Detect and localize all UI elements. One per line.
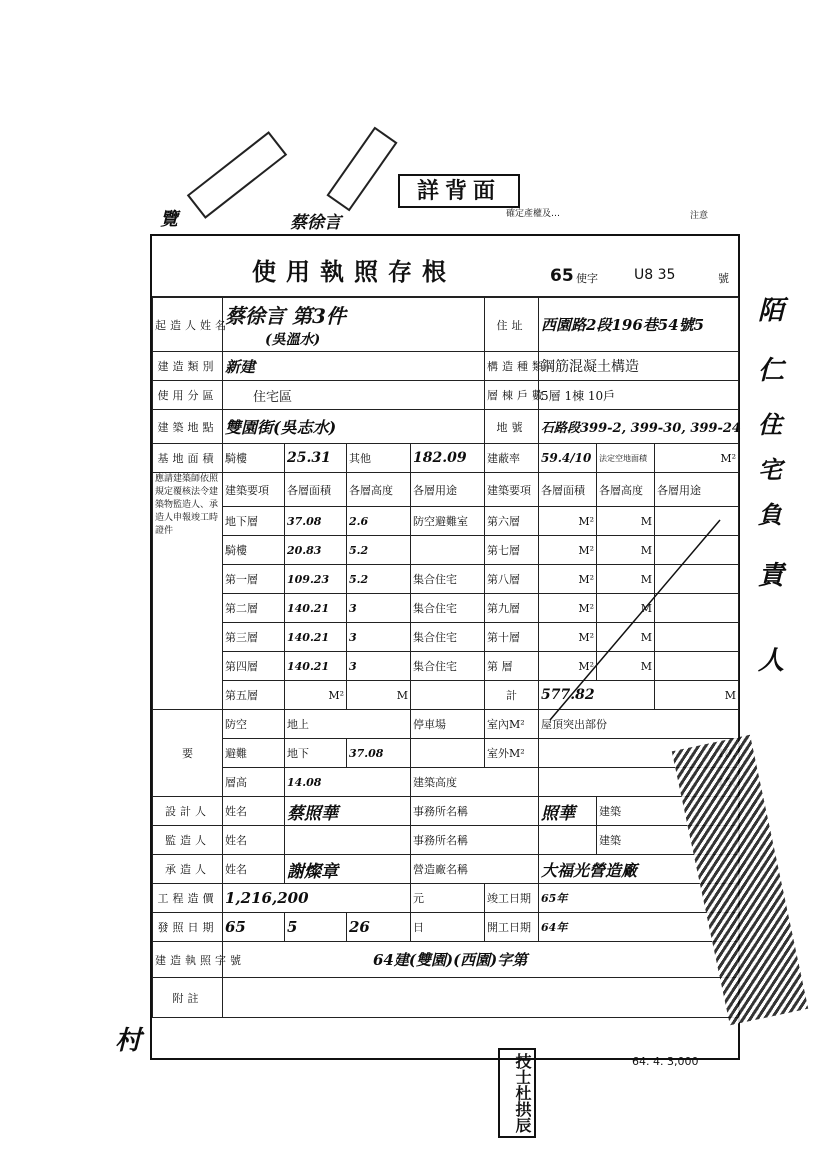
arcade-label: 騎樓 xyxy=(223,444,285,473)
floor-name-right: 第八層 xyxy=(485,565,539,594)
floor-area: 20.83 xyxy=(285,536,347,565)
building-height-label: 建築高度 xyxy=(411,768,539,797)
issue-day-unit: 日 xyxy=(411,913,485,942)
floor-height: 3 xyxy=(347,623,411,652)
units-label: 層棟戶數 xyxy=(485,381,539,410)
issue-month: 5 xyxy=(285,913,347,942)
structure-label: 構造種類 xyxy=(485,352,539,381)
floor-area: 140.21 xyxy=(285,594,347,623)
permit-value: 64建(雙園)(西園)字第 xyxy=(223,942,739,978)
cost-label: 工程造價 xyxy=(153,884,223,913)
applicant-value: 蔡徐言 第3件 xyxy=(225,304,346,328)
supervisor-label: 監造人 xyxy=(153,826,223,855)
left-margin-scribble: 村 xyxy=(115,1026,142,1056)
shelter-above: 地上 xyxy=(285,710,411,739)
tech-stamp: 技士杜拱辰 xyxy=(498,1048,536,1138)
header-right-note2: 注意 xyxy=(690,211,709,221)
floor-name: 第二層 xyxy=(223,594,285,623)
diagonal-stamp-left xyxy=(187,131,287,219)
floor-header-5: 建築要項 xyxy=(485,473,539,507)
units-value: 5層 1棟 10戶 xyxy=(539,381,739,410)
start-value: 64年 xyxy=(539,913,739,942)
other-area: 182.09 xyxy=(411,444,485,473)
floor-name-right: 第十層 xyxy=(485,623,539,652)
address-value: 西園路2段196巷54號5 xyxy=(539,298,739,352)
coverage-value: 59.4/10 xyxy=(539,444,597,473)
parcel-value: 石路段399-2, 399-30, 399-24 xyxy=(539,410,739,444)
floor-header-6: 各層面積 xyxy=(539,473,597,507)
contractor-company: 大福光營造廠 xyxy=(539,855,739,884)
total-label: 計 xyxy=(485,681,539,710)
roof-label: 屋頂突出部份 xyxy=(539,710,739,739)
zone-label: 使用分區 xyxy=(153,381,223,410)
cost-unit: 元 xyxy=(411,884,485,913)
open-space-label: 法定空地面積 xyxy=(597,444,655,473)
finish-label: 竣工日期 xyxy=(485,884,539,913)
supervisor-name-label: 姓名 xyxy=(223,826,285,855)
header-stamp-box: 詳背面 xyxy=(398,174,520,208)
contractor-name-label: 姓名 xyxy=(223,855,285,884)
designer-name: 蔡照華 xyxy=(285,797,411,826)
right-margin-char: 宅 xyxy=(758,455,782,484)
form-number-suffix: 號 xyxy=(718,272,729,285)
floor-height-value: 14.08 xyxy=(285,768,411,797)
handwritten-applicant-top: 蔡徐言 xyxy=(290,213,341,233)
parking-in: 室內M² xyxy=(485,710,539,739)
remarks-label: 附註 xyxy=(153,978,223,1018)
floor-name: 第五層 xyxy=(223,681,285,710)
unit-m: M xyxy=(347,681,411,710)
floor-area: 140.21 xyxy=(285,623,347,652)
supervisor-office-label: 事務所名稱 xyxy=(411,826,539,855)
supervisor-office-suffix: 建築 xyxy=(597,826,739,855)
right-margin-char: 人 xyxy=(758,646,785,676)
shelter-label: 防空 xyxy=(223,710,285,739)
contractor-company-label: 營造廠名稱 xyxy=(411,855,539,884)
strike-line xyxy=(550,520,720,720)
evac-area: 37.08 xyxy=(347,739,411,768)
form-char: 使字 xyxy=(576,272,598,285)
unit-m2: M² xyxy=(539,565,597,594)
floor-height: 3 xyxy=(347,652,411,681)
floor-header-8: 各層用途 xyxy=(655,473,739,507)
header-right-note: 確定產權及… xyxy=(506,209,561,219)
right-margin-char: 責 xyxy=(758,561,785,591)
parking-out: 室外M² xyxy=(485,739,539,768)
permit-label: 建造執照字號 xyxy=(153,942,223,978)
floor-area: 140.21 xyxy=(285,652,347,681)
category-value: 新建 xyxy=(223,352,485,381)
floor-area: 37.08 xyxy=(285,507,347,536)
floor-name-right: 第九層 xyxy=(485,594,539,623)
designer-label: 設計人 xyxy=(153,797,223,826)
unit-m2: M² xyxy=(539,507,597,536)
right-margin-char: 負 xyxy=(758,500,782,529)
floor-name: 騎樓 xyxy=(223,536,285,565)
floor-height-label: 層高 xyxy=(223,768,285,797)
unit-m: M xyxy=(597,565,655,594)
unit-m: M xyxy=(655,681,739,710)
left-margin-text: 應請建築師依照規定覆核法令建築物監造人、承造人申報竣工時證件 xyxy=(153,473,223,710)
handwritten-mark-lan: 覽 xyxy=(160,209,178,230)
form-title: 使用執照存根 xyxy=(252,257,456,286)
designer-office: 照華 xyxy=(539,797,597,826)
right-margin-char: 住 xyxy=(758,410,782,439)
unit-m2: M² xyxy=(539,623,597,652)
applicant-cell xyxy=(223,298,485,352)
parking-label: 停車場 xyxy=(411,710,485,739)
right-margin-char: 陌 xyxy=(758,296,785,326)
unit-m: M xyxy=(597,623,655,652)
form-year: 65 xyxy=(550,266,574,286)
category-label: 建造類別 xyxy=(153,352,223,381)
title-row xyxy=(152,236,738,297)
floor-use: 集合住宅 xyxy=(411,594,485,623)
floor-use: 集合住宅 xyxy=(411,565,485,594)
form-number: U8 35 xyxy=(634,267,676,283)
zone-value: 住宅區 xyxy=(223,381,485,410)
unit-m2: M² xyxy=(539,594,597,623)
evac-label: 避難 xyxy=(223,739,285,768)
site-label: 建築地點 xyxy=(153,410,223,444)
cost-value: 1,216,200 xyxy=(223,884,411,913)
unit-m: M xyxy=(597,652,655,681)
arcade-area: 25.31 xyxy=(285,444,347,473)
designer-name-label: 姓名 xyxy=(223,797,285,826)
floor-use: 集合住宅 xyxy=(411,652,485,681)
base-area-label: 基地面積 xyxy=(153,444,223,473)
print-code: 64. 4. 3,000 xyxy=(632,1055,699,1068)
floor-header-4: 各層用途 xyxy=(411,473,485,507)
floor-name: 第一層 xyxy=(223,565,285,594)
issue-year: 65 xyxy=(223,913,285,942)
floor-name: 第三層 xyxy=(223,623,285,652)
site-value: 雙園街(吳志水) xyxy=(223,410,485,444)
floor-header-7: 各層高度 xyxy=(597,473,655,507)
empty-floors-strike xyxy=(540,510,730,730)
unit-m: M xyxy=(597,536,655,565)
designer-office-suffix: 建築 xyxy=(597,797,739,826)
diagonal-stamp-right xyxy=(326,127,397,212)
issue-label: 發照日期 xyxy=(153,913,223,942)
floor-name: 第四層 xyxy=(223,652,285,681)
unit-m: M xyxy=(597,507,655,536)
unit-m2: M² xyxy=(285,681,347,710)
applicant-label: 起造人姓名 xyxy=(153,298,223,352)
other-label: 其他 xyxy=(347,444,411,473)
floor-area: 109.23 xyxy=(285,565,347,594)
floor-height: 2.6 xyxy=(347,507,411,536)
finish-value: 65年 xyxy=(539,884,739,913)
coverage-label: 建蔽率 xyxy=(485,444,539,473)
right-margin-char: 仁 xyxy=(758,356,785,386)
designer-office-label: 事務所名稱 xyxy=(411,797,539,826)
rows-label: 要 xyxy=(153,710,223,797)
floor-use: 集合住宅 xyxy=(411,623,485,652)
applicant-note: (吳溫水) xyxy=(265,332,321,348)
evac-below: 地下 xyxy=(285,739,347,768)
floor-height: 3 xyxy=(347,594,411,623)
floor-header-3: 各層高度 xyxy=(347,473,411,507)
address-label: 住址 xyxy=(485,298,539,352)
supervisor-name xyxy=(285,826,411,855)
open-space-unit: M² xyxy=(655,444,739,473)
total-area: 577.82 xyxy=(539,681,655,710)
floor-header-1: 建築要項 xyxy=(223,473,285,507)
structure-value: 鋼筋混凝土構造 xyxy=(539,352,739,381)
floor-name-right: 第六層 xyxy=(485,507,539,536)
unit-m2: M² xyxy=(539,652,597,681)
floor-name: 地下層 xyxy=(223,507,285,536)
issue-day: 26 xyxy=(347,913,411,942)
floor-name-right: 第 層 xyxy=(485,652,539,681)
floor-height: 5.2 xyxy=(347,536,411,565)
parcel-label: 地號 xyxy=(485,410,539,444)
unit-m2: M² xyxy=(539,536,597,565)
unit-m: M xyxy=(597,594,655,623)
floor-height: 5.2 xyxy=(347,565,411,594)
contractor-name: 謝燦章 xyxy=(285,855,411,884)
floor-use: 防空避難室 xyxy=(411,507,485,536)
floor-name-right: 第七層 xyxy=(485,536,539,565)
contractor-label: 承造人 xyxy=(153,855,223,884)
start-label: 開工日期 xyxy=(485,913,539,942)
floor-header-2: 各層面積 xyxy=(285,473,347,507)
